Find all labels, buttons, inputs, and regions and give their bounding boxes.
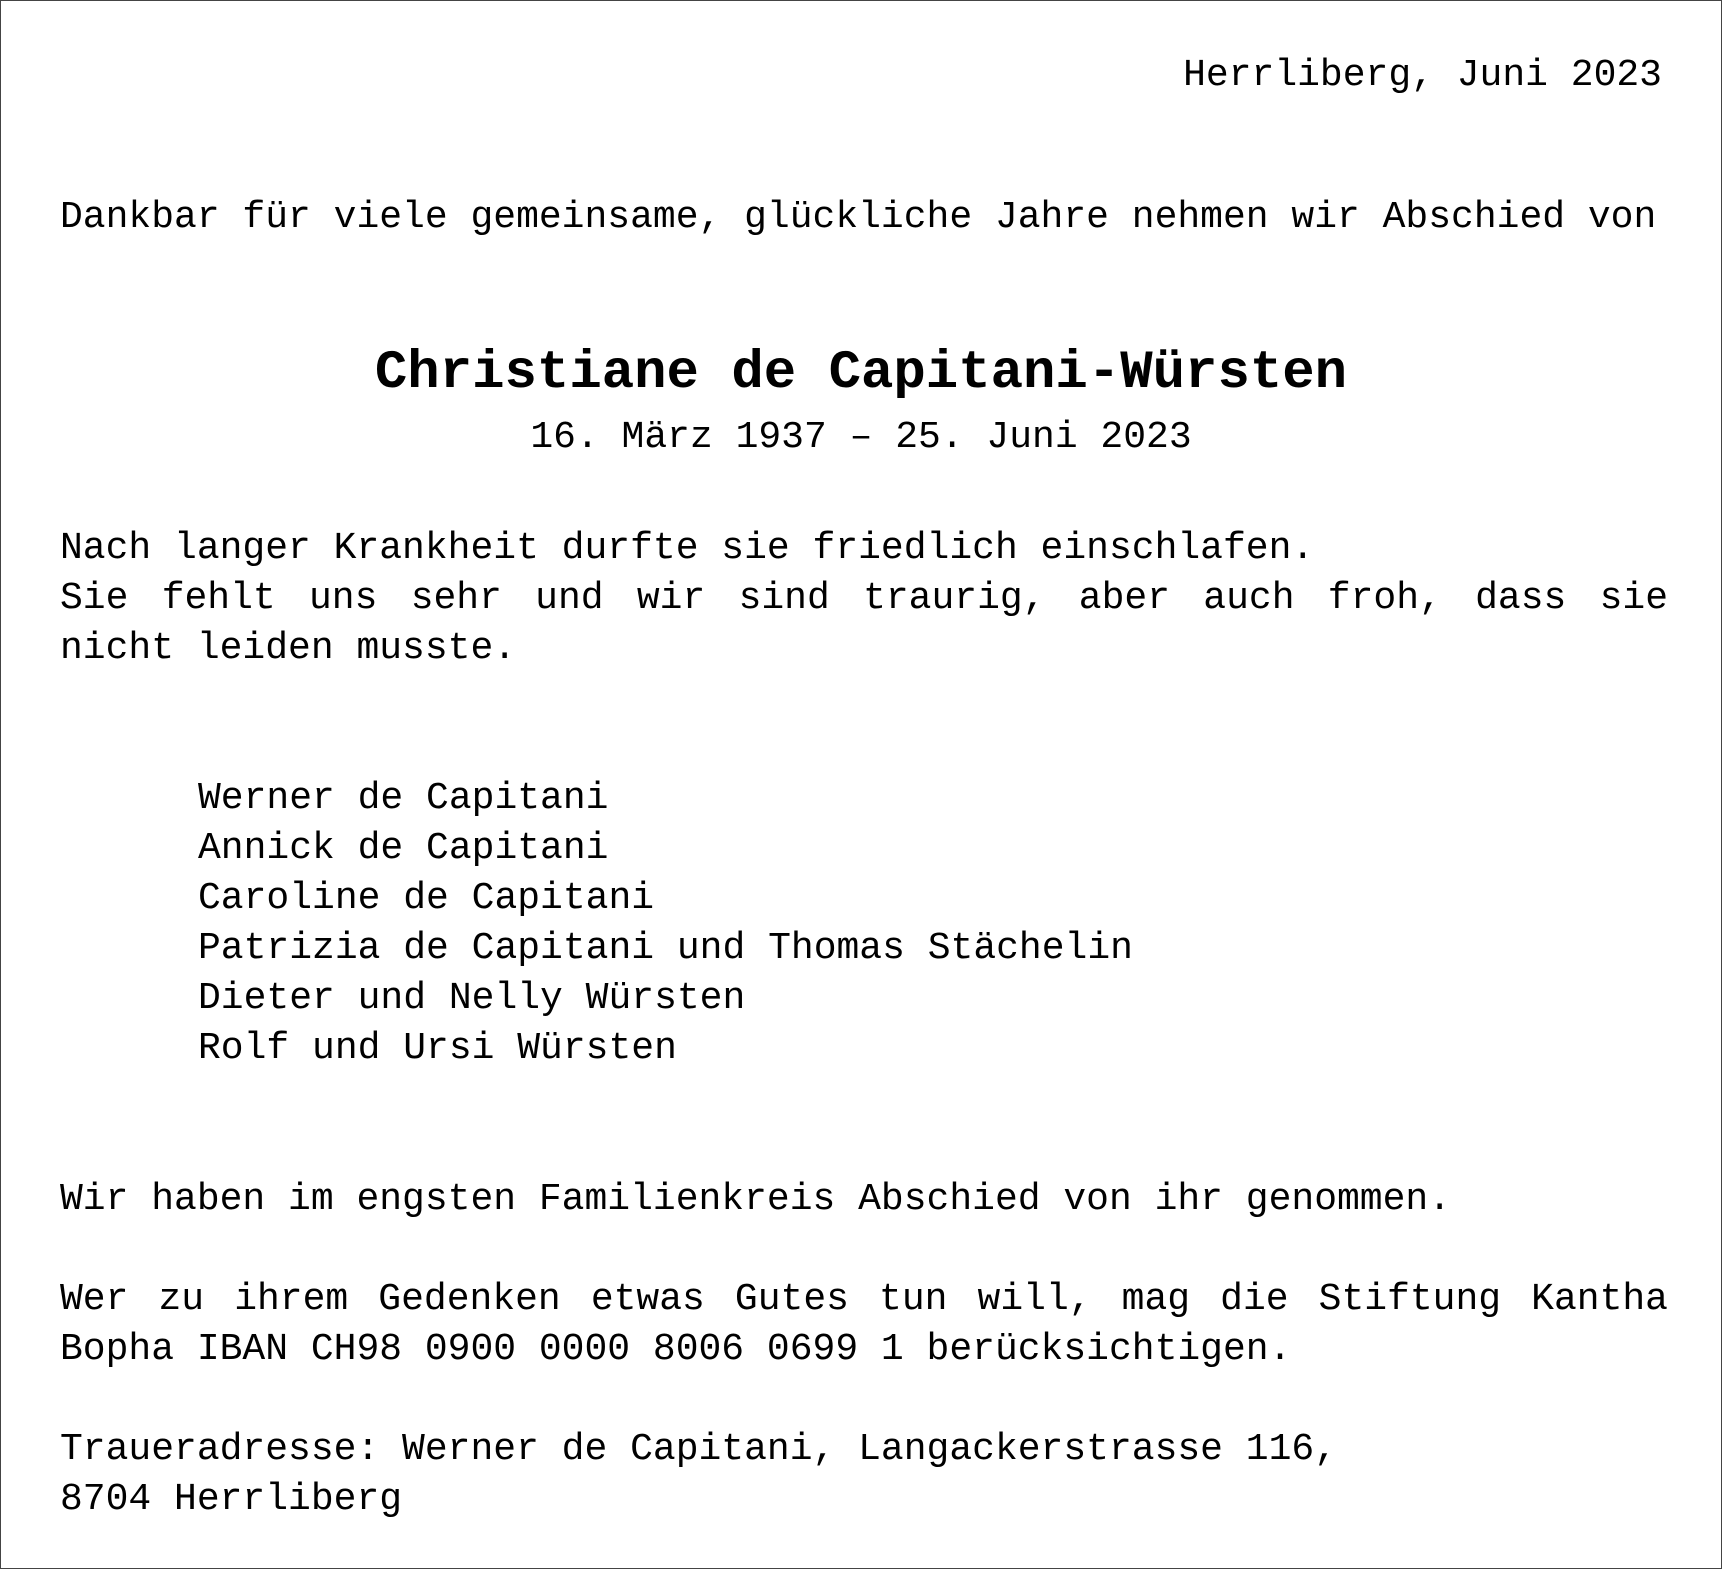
mourner-name: Rolf und Ursi Würsten xyxy=(198,1027,677,1070)
farewell-text: Wir haben im engsten Familienkreis Abschied von ihr genommen. xyxy=(60,1178,1452,1221)
mourning-address xyxy=(60,1425,1668,1525)
mourners-list xyxy=(198,774,1133,1074)
mourner-name: Werner de Capitani xyxy=(198,777,609,820)
message-line: Nach langer Krankheit durfte sie friedlich einschlafen. xyxy=(60,527,1315,570)
message-paragraph xyxy=(60,524,1668,674)
deceased-name: Christiane de Capitani-Würsten xyxy=(374,343,1348,404)
message-line: Sie fehlt uns sehr und wir sind traurig, aber auch froh, dass sie nicht leiden musste. xyxy=(60,577,1668,670)
address-line: 8704 Herrliberg xyxy=(60,1478,403,1521)
mourner-name: Annick de Capitani xyxy=(198,827,609,870)
lifespan-dates: 16. März 1937 – 25. Juni 2023 xyxy=(530,416,1192,459)
donation-text: Wer zu ihrem Gedenken etwas Gutes tun will, mag die Stiftung Kantha Bopha IBAN CH98 0900 0000 8006 0699 1 berücksichtigen. xyxy=(60,1278,1668,1371)
intro-text: Dankbar für viele gemeinsame, glückliche Jahre nehmen wir Abschied von xyxy=(60,196,1657,239)
address-line: Traueradresse: Werner de Capitani, Langackerstrasse 116, xyxy=(60,1428,1338,1471)
place-date: Herrliberg, Juni 2023 xyxy=(1183,54,1662,97)
mourner-name: Patrizia de Capitani und Thomas Stächelin xyxy=(198,927,1133,970)
mourner-name: Dieter und Nelly Würsten xyxy=(198,977,746,1020)
mourner-name: Caroline de Capitani xyxy=(198,877,655,920)
